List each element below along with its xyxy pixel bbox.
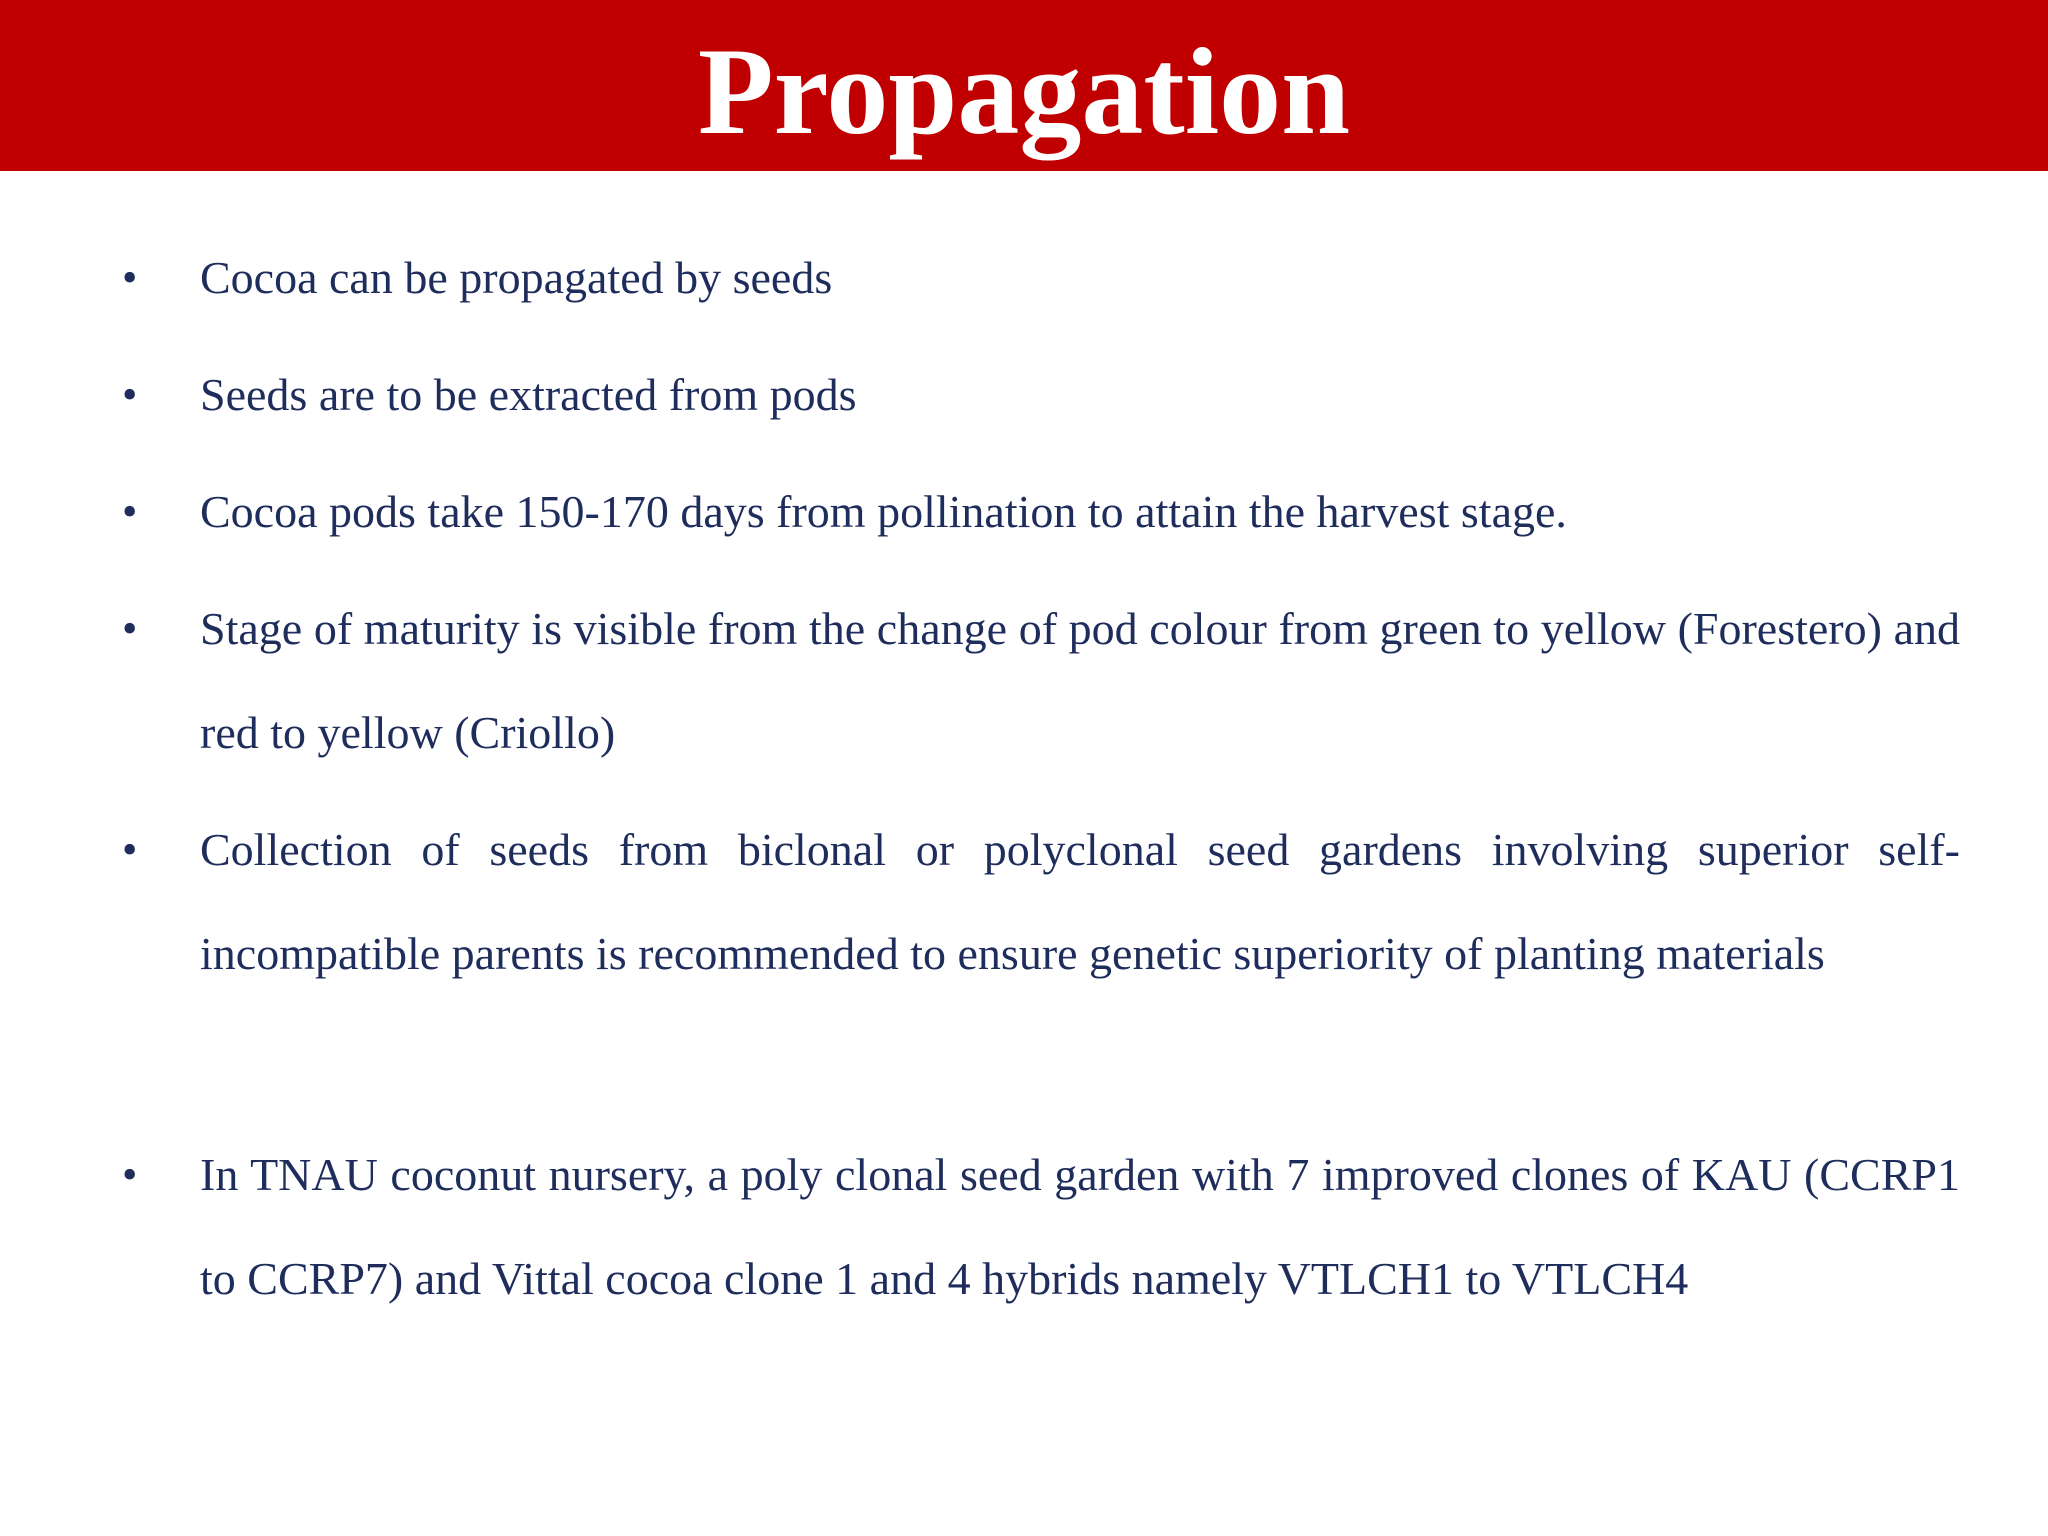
bullet-text: Seeds are to be extracted from pods — [200, 369, 857, 420]
bullet-text: Collection of seeds from biclonal or polyclonal seed gardens involving superior self-incompatible parents is recommended to ensure genetic superiority of planting materials — [200, 824, 1960, 979]
slide-title: Propagation — [697, 23, 1351, 160]
bullet-icon: • — [122, 370, 138, 419]
bullet-icon: • — [122, 253, 138, 302]
bullet-text: Cocoa can be propagated by seeds — [200, 252, 833, 303]
bullet-icon: • — [122, 825, 138, 874]
bullet-text: In TNAU coconut nursery, a poly clonal seed garden with 7 improved clones of KAU (CCRP1 to CCRP7) and Vittal cocoa clone 1 and 4 hybrids namely VTLCH1 to VTLCH4 — [200, 1149, 1960, 1304]
bullet-text: Cocoa pods take 150-170 days from pollination to attain the harvest stage. — [200, 486, 1567, 537]
title-bar — [0, 0, 2048, 171]
bullet-icon: • — [122, 1150, 138, 1199]
bullet-text: Stage of maturity is visible from the change of pod colour from green to yellow (Forestero) and red to yellow (Criollo) — [200, 603, 1960, 758]
bullet-icon: • — [122, 604, 138, 653]
bullet-icon: • — [122, 487, 138, 536]
